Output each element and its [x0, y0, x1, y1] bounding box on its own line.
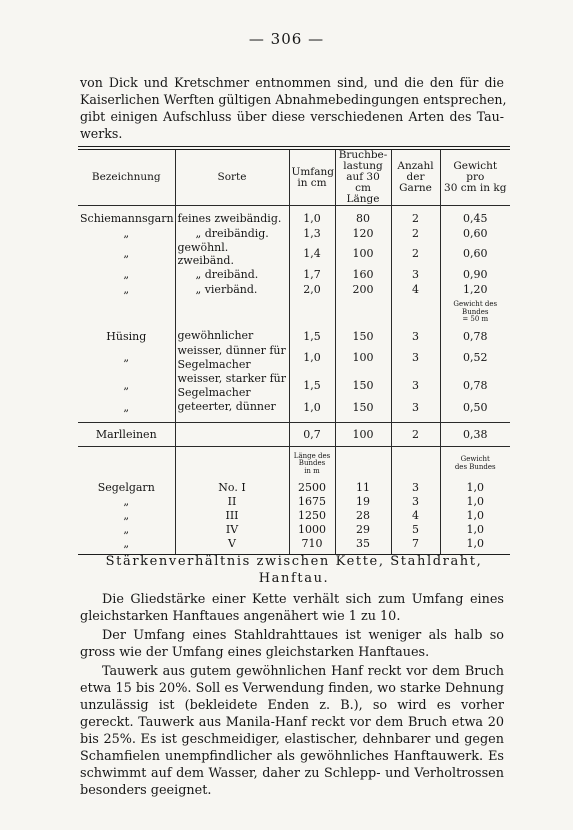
rope-table	[78, 146, 510, 555]
cell-umfang: 710	[289, 537, 335, 551]
table-row	[78, 226, 510, 241]
cell-sorte: „ vierbänd.	[175, 282, 289, 297]
cell-line: 30 cm in kg	[444, 182, 507, 194]
cell-sorte: gewöhnl. zweibänd.	[175, 241, 289, 267]
spacer-cell	[391, 447, 440, 481]
table-row	[78, 537, 510, 551]
cell-anzahl-garne: 3	[391, 481, 440, 495]
cell-umfang: 1250	[289, 509, 335, 523]
cell-gewicht: 0,60	[440, 241, 510, 267]
spacer-cell	[440, 447, 510, 481]
cell-umfang: 0,7	[289, 423, 335, 447]
cell-bruchbelastung: 28	[335, 509, 391, 523]
cell-umfang: 1675	[289, 495, 335, 509]
cell-line: Anzahl	[397, 160, 434, 172]
cell-bruchbelastung: 100	[335, 241, 391, 267]
cell-anzahl-garne: 3	[391, 267, 440, 282]
cell-anzahl-garne: 2	[391, 423, 440, 447]
cell-umfang: 1,5	[289, 329, 335, 344]
cell-line: geteerter, dünner	[177, 400, 276, 413]
cell-line: weisser, starker für	[177, 371, 287, 385]
cell-anzahl-garne: 4	[391, 509, 440, 523]
cell-gewicht: 0,78	[440, 329, 510, 344]
cell-sorte	[175, 423, 289, 447]
spacer-row	[78, 447, 510, 481]
cell-sorte: III	[175, 509, 289, 523]
cell-anzahl-garne: 3	[391, 400, 440, 415]
cell-sorte: „ dreibänd.	[175, 267, 289, 282]
page-number: — 306 —	[248, 30, 325, 48]
cell-bezeichnung: Schiemannsgarn	[80, 211, 174, 225]
cell-anzahl-garne: 3	[391, 495, 440, 509]
cell-umfang: 1,3	[289, 226, 335, 241]
cell-bezeichnung: „	[123, 267, 130, 281]
spacer-cell	[440, 415, 510, 423]
cell-line: auf 30 cm	[346, 171, 380, 194]
table-top-rule	[78, 146, 510, 147]
header-umfang	[289, 150, 335, 206]
table-row	[78, 481, 510, 495]
intro-line: gibt einigen Aufschluss über diese verschiedenen Arten des Tau-	[80, 109, 504, 124]
cell-umfang: 1,7	[289, 267, 335, 282]
table-row	[78, 329, 510, 344]
cell-sorte: II	[175, 495, 289, 509]
table-row	[78, 282, 510, 297]
cell-umfang: 2,0	[289, 282, 335, 297]
spacer-cell	[391, 297, 440, 329]
cell-bezeichnung: Hüsing	[106, 329, 147, 343]
cell-anzahl-garne: 5	[391, 523, 440, 537]
cell-bruchbelastung: 120	[335, 226, 391, 241]
cell-bruchbelastung: 11	[335, 481, 391, 495]
cell-bezeichnung: „	[123, 495, 130, 508]
cell-sorte	[175, 372, 289, 400]
cell-bruchbelastung: 100	[335, 344, 391, 372]
intro-paragraph	[80, 74, 507, 142]
spacer-cell	[335, 447, 391, 481]
cell-line: Bruchbe-	[338, 149, 388, 161]
spacer-cell	[440, 297, 510, 329]
spacer-row	[78, 297, 510, 329]
cell-line: in cm	[297, 176, 327, 189]
cell-line: Segelmacher	[177, 357, 251, 371]
header-bezeichnung: Bezeichnung	[78, 150, 175, 206]
cell-gewicht: 0,78	[440, 372, 510, 400]
cell-umfang: 1,5	[289, 372, 335, 400]
table-row	[78, 400, 510, 415]
spacer-cell	[335, 297, 391, 329]
cell-anzahl-garne: 4	[391, 282, 440, 297]
cell-line: = 50 m	[462, 315, 489, 324]
cell-line: des Bundes	[454, 462, 496, 471]
cell-bezeichnung: „	[123, 351, 130, 364]
cell-sorte: V	[175, 537, 289, 551]
cell-sorte: „ dreibändig.	[175, 226, 289, 241]
spacer-cell	[175, 415, 289, 423]
cell-bezeichnung: „	[123, 523, 130, 536]
table-row	[78, 523, 510, 537]
header-bruch	[335, 150, 391, 206]
cell-umfang: 1,0	[289, 211, 335, 226]
table-row	[78, 211, 510, 226]
paragraph: Tauwerk aus gutem gewöhnlichen Hanf reckt vor dem Bruch etwa 15 bis 20%. Soll es Verwendung finden, wo starke Dehnung unzulässig ist (bekleidete Enden z. B.), so wird es vorher gereckt. Tauwerk aus Manila-Hanf reckt vor dem Bruch etwa 20 bis 25%. Es ist geschmeidiger, elastischer, dehnbarer und gegen Schamfielen unempfindlicher als gewöhnliches Hanftauwerk. Es schwimmt auf dem Wasser, daher zu Schlepp- und Verholtrossen besonders geeignet.	[80, 664, 504, 798]
cell-anzahl-garne: 2	[391, 226, 440, 241]
cell-bezeichnung: „	[123, 379, 130, 392]
table-header-row	[78, 150, 510, 206]
cell-bezeichnung: Marlleinen	[78, 423, 175, 447]
cell-gewicht: 0,52	[440, 344, 510, 372]
cell-anzahl-garne: 7	[391, 537, 440, 551]
cell-line: Länge des	[293, 451, 331, 460]
table-row	[78, 509, 510, 523]
cell-bruchbelastung: 29	[335, 523, 391, 537]
cell-sorte	[175, 400, 289, 415]
cell-line: Gewicht des	[453, 300, 498, 309]
cell-bruchbelastung: 100	[335, 423, 391, 447]
intro-line: werks.	[80, 126, 123, 141]
spacer-cell	[289, 415, 335, 423]
header-sorte: Sorte	[175, 150, 289, 206]
table-row	[78, 344, 510, 372]
cell-gewicht: 1,0	[440, 523, 510, 537]
cell-bruchbelastung: 80	[335, 211, 391, 226]
cell-bruchbelastung: 150	[335, 400, 391, 415]
section-heading-line: Hanftau.	[258, 571, 330, 586]
cell-anzahl-garne: 2	[391, 211, 440, 226]
table-row	[78, 241, 510, 267]
paragraph: Der Umfang eines Stahldrahttaues ist weniger als halb so gross wie der Umfang eines gleichstarken Hanftaues.	[80, 628, 504, 660]
cell-anzahl-garne: 2	[391, 241, 440, 267]
spacer-cell	[175, 297, 289, 329]
cell-anzahl-garne: 3	[391, 329, 440, 344]
cell-line: Länge	[346, 193, 380, 205]
spacer-cell	[289, 297, 335, 329]
cell-line: pro	[466, 171, 485, 183]
cell-bruchbelastung: 150	[335, 372, 391, 400]
header-anzahl	[391, 150, 440, 206]
cell-bruchbelastung: 150	[335, 329, 391, 344]
cell-sorte: No. I	[175, 481, 289, 495]
intro-line: Kaiserlichen Werften gültigen Abnahmebedingungen entsprechen,	[80, 92, 507, 107]
cell-gewicht: 1,0	[440, 509, 510, 523]
cell-line: Gewicht	[453, 160, 498, 172]
cell-anzahl-garne: 3	[391, 372, 440, 400]
cell-umfang: 1,4	[289, 241, 335, 267]
spacer-row	[78, 415, 510, 423]
cell-umfang: 1000	[289, 523, 335, 537]
rope-data-table	[78, 150, 510, 554]
cell-sorte	[175, 344, 289, 372]
cell-sorte: feines zweibändig.	[175, 211, 289, 226]
table-row	[78, 267, 510, 282]
cell-line: Umfang	[291, 165, 334, 178]
cell-line: Segelmacher	[177, 385, 251, 399]
cell-line: der	[406, 171, 425, 183]
header-gewicht	[440, 150, 510, 206]
cell-bezeichnung: „	[123, 400, 130, 414]
cell-bruchbelastung: 19	[335, 495, 391, 509]
cell-bruchbelastung: 160	[335, 267, 391, 282]
cell-bruchbelastung: 35	[335, 537, 391, 551]
table-row	[78, 423, 510, 447]
intro-line: von Dick und Kretschmer entnommen sind, und die den für die	[80, 75, 504, 90]
cell-line: Bundes	[462, 307, 489, 316]
cell-umfang: 2500	[289, 481, 335, 495]
spacer-cell	[335, 415, 391, 423]
section-heading	[78, 553, 510, 587]
spacer-cell	[175, 447, 289, 481]
cell-sorte: IV	[175, 523, 289, 537]
cell-line: gewöhnlicher	[177, 329, 254, 342]
body-text	[80, 591, 504, 801]
table-row	[78, 495, 510, 509]
cell-gewicht: 0,90	[440, 267, 510, 282]
cell-gewicht: 1,0	[440, 495, 510, 509]
cell-bezeichnung: Segelgarn	[97, 481, 155, 494]
cell-gewicht: 0,38	[440, 423, 510, 447]
spacer-cell	[78, 297, 175, 329]
cell-bezeichnung: „	[123, 282, 130, 296]
spacer-cell	[391, 415, 440, 423]
section-heading-line: Stärkenverhältnis zwischen Kette, Stahldraht,	[105, 554, 483, 569]
cell-bezeichnung: „	[123, 537, 130, 550]
spacer-cell	[289, 447, 335, 481]
cell-bezeichnung: „	[123, 509, 130, 522]
cell-bezeichnung: „	[123, 247, 130, 260]
cell-anzahl-garne: 3	[391, 344, 440, 372]
cell-line: Bundes	[298, 459, 326, 467]
cell-sorte	[175, 329, 289, 344]
cell-line: lastung	[343, 160, 383, 172]
spacer-cell	[78, 447, 175, 481]
cell-gewicht: 1,0	[440, 481, 510, 495]
cell-bezeichnung: „	[123, 226, 130, 240]
cell-gewicht: 0,60	[440, 226, 510, 241]
cell-gewicht: 1,20	[440, 282, 510, 297]
cell-line: Garne	[399, 182, 432, 194]
cell-gewicht: 0,45	[440, 211, 510, 226]
table-row	[78, 372, 510, 400]
cell-umfang: 1,0	[289, 400, 335, 415]
cell-line: weisser, dünner für	[177, 343, 286, 357]
cell-bruchbelastung: 200	[335, 282, 391, 297]
cell-gewicht: 1,0	[440, 537, 510, 551]
cell-gewicht: 0,50	[440, 400, 510, 415]
cell-line: Gewicht	[460, 455, 490, 464]
spacer-cell	[78, 415, 175, 423]
cell-umfang: 1,0	[289, 344, 335, 372]
cell-line: in m	[304, 466, 320, 475]
paragraph: Die Gliedstärke einer Kette verhält sich zum Umfang eines gleichstarken Hanftaues angenähert wie 1 zu 10.	[80, 592, 504, 624]
